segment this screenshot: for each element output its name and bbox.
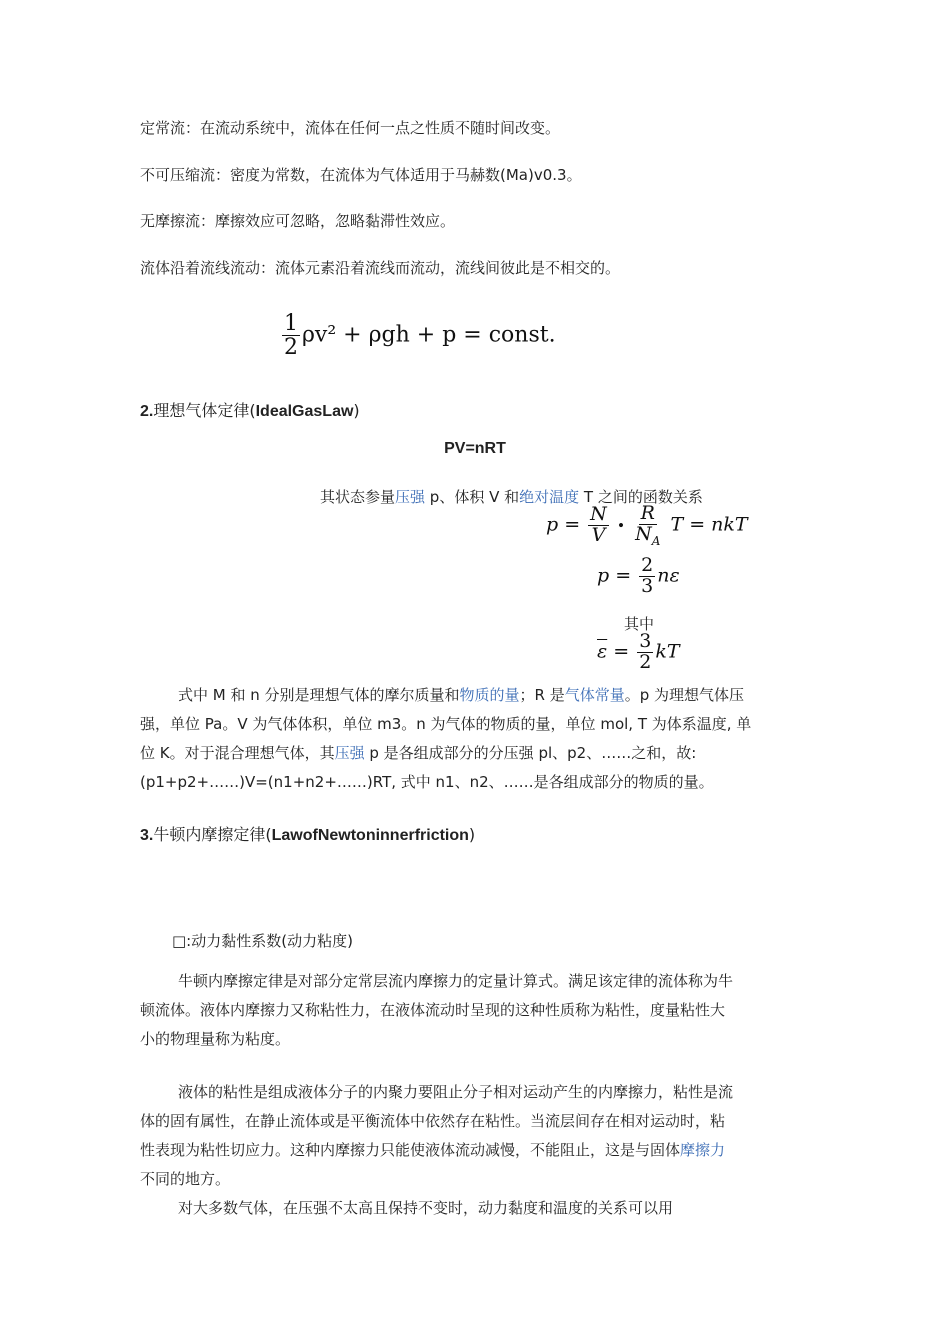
amount-of-substance-link[interactable]: 物质的量 [459, 686, 520, 704]
dynamic-viscosity-label: □:动力黏性系数(动力粘度) [172, 932, 353, 950]
among-label: 其中 [624, 615, 655, 633]
friction-force-link[interactable]: 摩擦力 [680, 1141, 726, 1159]
definition-frictionless-flow: 无摩擦流：摩擦效应可忽略，忽略黏滞性效应。 [140, 212, 456, 230]
viscosity-paragraph: 液体的粘性是组成液体分子的内聚力要阻止分子相对运动产生的内摩擦力，粘性是流 体的固有属性，在静止流体或是平衡流体中依然存在粘性。当流层间存在相对运动时，粘 性表现为粘性切应力。这种内摩擦力只能使液体流动减慢，不能阻止，这是与固体摩擦力 不同的地方。 [140, 1083, 734, 1188]
section-3-heading: 3.牛顿内摩擦定律(LawofNewtoninnerfriction) [140, 825, 476, 844]
ideal-gas-explanation: 式中 M 和 n 分别是理想气体的摩尔质量和物质的量；R 是气体常量。p 为理想气体压 强，单位 Pa。V 为气体体积，单位 m3。n 为气体的物质的量，单位 mol, T 为体系温度, 单 位 K。对于混合理想气体，其压强 p 是各组成部分的分压强 pl、p2、……之和，故: (p1+p2+……)V=(n1+n2+……)RT, 式中 n1、n2、……是各组成部分的物质的量。 [140, 686, 752, 791]
definition-streamline-flow: 流体沿着流线流动：流体元素沿着流线而流动，流线间彼此是不相交的。 [140, 259, 621, 277]
bernoulli-equation [280, 312, 556, 359]
gas-constant-link[interactable]: 气体常量 [564, 686, 625, 704]
pressure-link-2[interactable]: 压强 [334, 744, 365, 762]
absolute-temperature-link[interactable]: 绝对温度 [519, 488, 580, 506]
gas-viscosity-paragraph: 对大多数气体，在压强不太高且保持不变时，动力黏度和温度的关系可以用 [178, 1199, 674, 1217]
equation-pressure-energy: p = $\frac{2}{3}$ nε [597, 554, 680, 597]
pressure-link[interactable]: 压强 [395, 488, 426, 506]
definition-steady-flow: 定常流：在流动系统中，流体在任何一点之性质不随时间改变。 [140, 119, 561, 137]
state-parameters-line: 其状态参量压强 p、体积 V 和绝对温度 T 之间的函数关系 [320, 488, 703, 506]
ideal-gas-formula: PV=nRT [444, 440, 506, 457]
equation-pressure-nkt: p = $\frac{N}{V}$ • $\frac{R}{N_A}$ T = nkT [546, 502, 748, 548]
bernoulli-terms: ρv² + ρgh + p = const. [302, 322, 556, 348]
equation-mean-energy: $\overline{\varepsilon}$ = $\frac{3}{2}$ kT [597, 630, 680, 673]
fraction-half: $\frac{1}{2}$ [284, 311, 298, 361]
newton-friction-paragraph: 牛顿内摩擦定律是对部分定常层流内摩擦力的定量计算式。满足该定律的流体称为牛 顿流体。液体内摩擦力又称粘性力，在液体流动时呈现的这种性质称为粘性，度量粘性大 小的物理量称为粘度。 [140, 972, 734, 1048]
section-2-heading: 2.理想气体定律(IdealGasLaw) [140, 401, 360, 420]
definition-incompressible-flow: 不可压缩流：密度为常数，在流体为气体适用于马赫数(Ma)v0.3。 [140, 166, 582, 184]
